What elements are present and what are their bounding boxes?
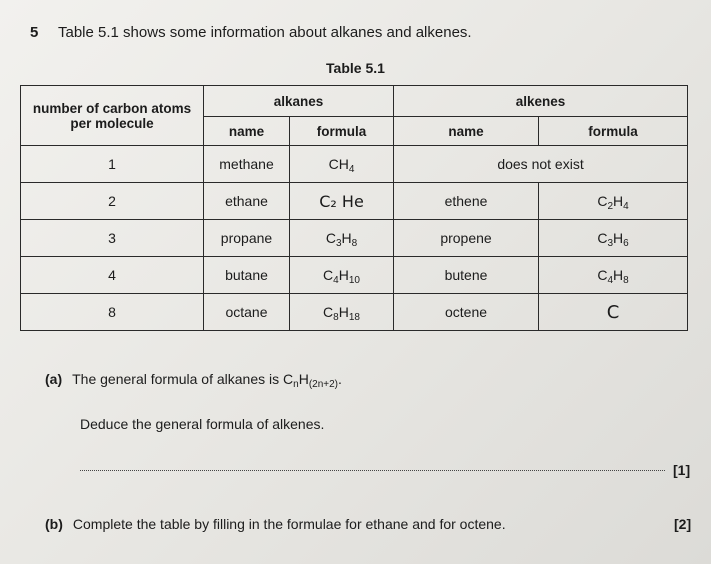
table-row (21, 257, 688, 294)
part-b-label: (b) (45, 516, 63, 532)
carbon-count: 4 (21, 257, 204, 294)
question-number: 5 (30, 24, 39, 41)
part-b-mark: [2] (674, 516, 692, 532)
alkane-formula: $CH_4$ (290, 146, 394, 183)
alkene-formula-handwritten[interactable]: C (539, 294, 688, 331)
part-a-label: (a) (45, 371, 63, 387)
header-alkenes: alkenes (394, 86, 688, 117)
alkane-name: ethane (204, 183, 290, 220)
header-alkane-name: name (204, 117, 290, 146)
part-a-mark: [1] (673, 462, 691, 478)
alkane-formula-handwritten: C₂ He (290, 183, 394, 220)
alkene-formula: $C_3H_6$ (539, 220, 688, 257)
alkene-name: propene (394, 220, 539, 257)
part-b-question: (b) Complete the table by filling in the formulae for ethane and for octene. (45, 516, 506, 532)
header-alkene-formula: formula (539, 117, 688, 146)
carbon-count: 3 (21, 220, 204, 257)
alkane-formula: $C_3H_8$ (290, 220, 394, 257)
table-row (21, 183, 688, 220)
alkene-name: octene (394, 294, 539, 331)
alkane-name: propane (204, 220, 290, 257)
part-a-deduce: Deduce the general formula of alkenes. (80, 416, 325, 432)
alkane-formula: $C_8H_{18}$ (290, 294, 394, 331)
table-caption: Table 5.1 (326, 60, 385, 76)
header-alkane-formula: formula (290, 117, 394, 146)
table-row (21, 146, 688, 183)
table-row (21, 294, 688, 331)
alkane-formula: $C_4H_{10}$ (290, 257, 394, 294)
header-alkanes: alkanes (204, 86, 394, 117)
part-a-question: (a) The general formula of alkanes is $C_nH_{(2n+2)}$. (45, 371, 342, 390)
carbon-count: 1 (21, 146, 204, 183)
alkene-name: butene (394, 257, 539, 294)
alkene-name: ethene (394, 183, 539, 220)
carbon-count: 2 (21, 183, 204, 220)
alkane-alkene-table (20, 85, 688, 331)
alkene-formula: $C_2H_4$ (539, 183, 688, 220)
question-text: Table 5.1 shows some information about alkanes and alkenes. (58, 24, 472, 41)
alkene-formula: $C_4H_8$ (539, 257, 688, 294)
header-alkene-name: name (394, 117, 539, 146)
table-row (21, 220, 688, 257)
alkane-name: octane (204, 294, 290, 331)
carbon-count: 8 (21, 294, 204, 331)
answer-line[interactable] (80, 470, 665, 471)
alkane-name: butane (204, 257, 290, 294)
alkene-note: does not exist (394, 146, 688, 183)
alkane-name: methane (204, 146, 290, 183)
header-carbon-atoms: number of carbon atoms per molecule (21, 86, 204, 146)
